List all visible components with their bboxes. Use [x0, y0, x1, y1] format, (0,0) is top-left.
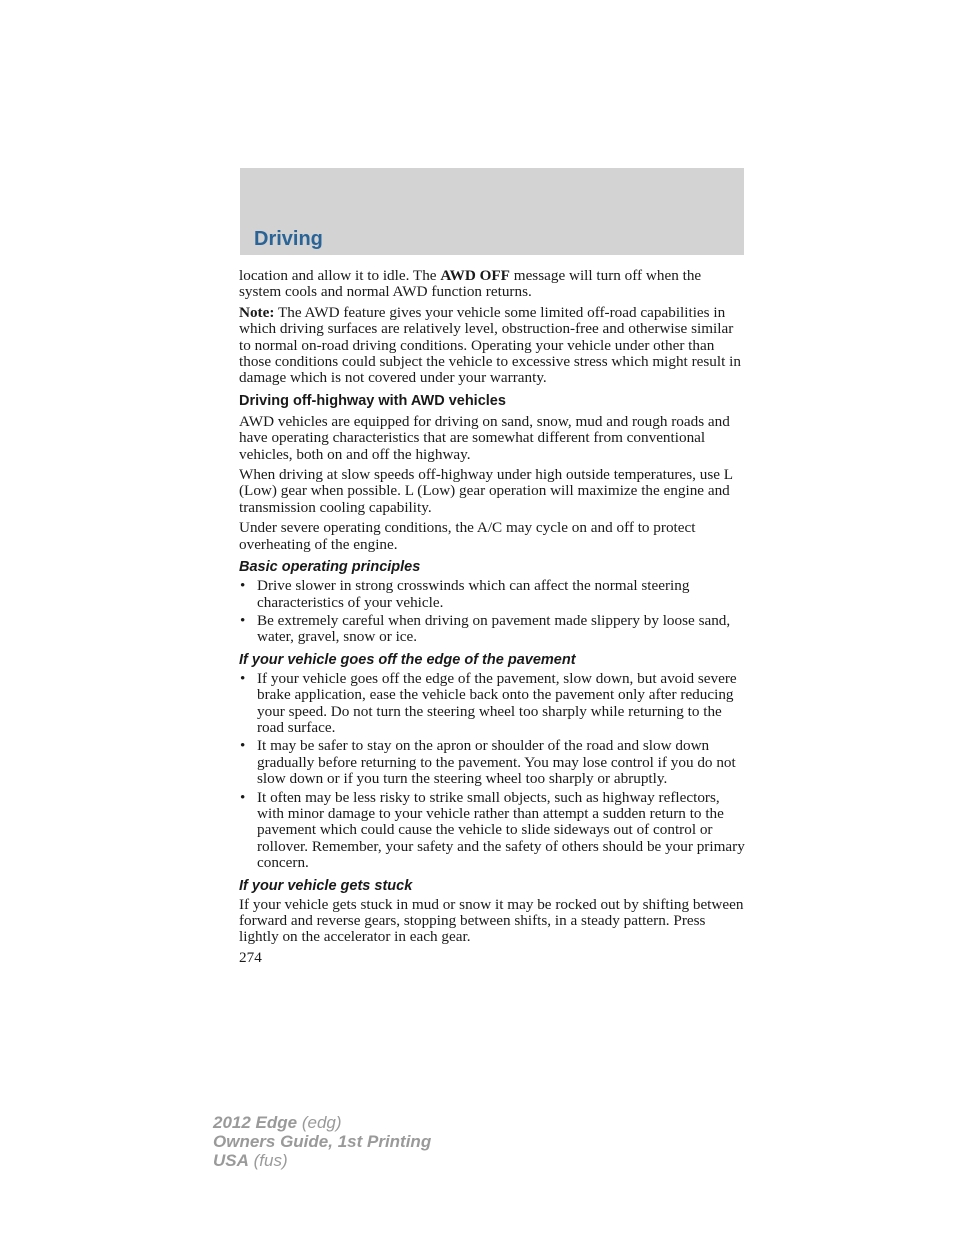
off-edge-list — [239, 671, 745, 872]
document-footer — [213, 1113, 431, 1170]
list-item-text: It may be safer to stay on the apron or shoulder of the road and slow down gradually before returning to the pavement. You may lose control if you do not slow down or if you turn the steering wheel too sharply or abruptly. — [257, 737, 736, 788]
intro-paragraph — [239, 268, 745, 301]
footer-model-line — [213, 1113, 431, 1132]
list-item — [239, 578, 745, 611]
intro-text-end: message will turn off when the system cools and normal AWD function returns. — [239, 267, 702, 301]
footer-guide-line: Owners Guide, 1st Printing — [213, 1132, 432, 1151]
off-highway-paragraph: Under severe operating conditions, the A/C may cycle on and off to protect overheating of the engine. — [239, 519, 696, 553]
list-item-text: Be extremely careful when driving on pavement made slippery by loose sand, water, gravel, snow or ice. — [257, 611, 731, 646]
list-item-text: Drive slower in strong crosswinds which can affect the normal steering characteristics of your vehicle. — [257, 577, 690, 611]
list-item — [239, 790, 745, 872]
off-highway-paragraph: When driving at slow speeds off-highway under high outside temperatures, use L (Low) gear when possible. L (Low) gear operation will maximize the engine and transmission cooling capability. — [239, 466, 733, 516]
page-number: 274 — [239, 948, 262, 966]
footer-market: USA — [213, 1151, 249, 1170]
heading-off-edge: If your vehicle goes off the edge of the pavement — [239, 651, 576, 668]
list-item-text: If your vehicle goes off the edge of the pavement, slow down, but avoid severe brake application, ease the vehicle back onto the pavement only after reducing your speed. Do not turn the steering wheel too sharply while returning to the road surface. — [257, 669, 737, 736]
list-item — [239, 738, 745, 787]
vehicle-stuck-paragraph: If your vehicle gets stuck in mud or snow it may be rocked out by shifting between forward and reverse gears, stopping between shifts, in a steady pattern. Press lightly on the accelerator in each gear. — [239, 895, 744, 946]
footer-model: 2012 Edge — [213, 1113, 298, 1132]
note-text: The AWD feature gives your vehicle some limited off-road capabilities in which driving surfaces are relatively level, obstruction-free and otherwise similar to normal on-road driving conditions. Operating your vehicle under other than those conditions could subject the vehicle to excessive stress which might result in damage which is not covered under your warranty. — [239, 303, 741, 387]
page-content — [239, 268, 745, 966]
bullet-icon: • — [240, 611, 246, 629]
off-highway-paragraph: AWD vehicles are equipped for driving on sand, snow, mud and rough roads and have operating characteristics that are somewhat different from conventional vehicles, both on and off the highway. — [239, 412, 730, 463]
bullet-icon: • — [240, 737, 246, 755]
footer-market-code: (fus) — [248, 1151, 288, 1170]
footer-market-line — [213, 1151, 431, 1170]
footer-model-code: (edg) — [297, 1113, 342, 1132]
section-header-band — [240, 168, 744, 255]
bullet-icon: • — [240, 669, 246, 687]
note-paragraph — [239, 305, 745, 387]
bullet-icon: • — [240, 788, 246, 806]
heading-off-highway: Driving off-highway with AWD vehicles — [239, 392, 506, 409]
intro-text-start: location and allow it to idle. The — [239, 267, 441, 284]
awd-off-message: AWD OFF — [440, 267, 510, 284]
heading-vehicle-stuck: If your vehicle gets stuck — [239, 877, 413, 894]
list-item — [239, 671, 745, 737]
bullet-icon: • — [240, 577, 246, 595]
list-item-text: It often may be less risky to strike small objects, such as highway reflectors, with minor damage to your vehicle rather than attempt a sudden return to the pavement which could cause the vehicle to slide sideways out of control or rollover. Remember, your safety and the safety of others should be your primary concern. — [257, 788, 745, 872]
section-title: Driving — [254, 228, 323, 250]
basic-principles-list — [239, 578, 745, 646]
note-label: Note: — [239, 303, 275, 321]
heading-basic-principles: Basic operating principles — [239, 559, 421, 576]
list-item — [239, 613, 745, 646]
